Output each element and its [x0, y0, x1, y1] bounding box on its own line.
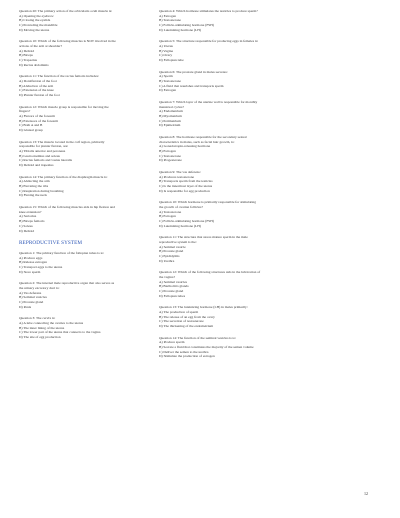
question-line: C) Is the innermost layer of the uterus — [159, 184, 213, 189]
question-line: A) Seminal vesicle — [159, 244, 186, 249]
question-line: C) Trapezius — [19, 58, 37, 63]
question-block — [19, 39, 149, 67]
question-line: D) Gluteal group — [19, 128, 43, 133]
question-line: A) Testosterone — [159, 209, 182, 214]
question-block — [159, 70, 285, 94]
question-line: C) Extension of the knee — [19, 88, 54, 93]
question-line: D) Deltoid and trapezius — [19, 163, 54, 168]
question-block — [19, 205, 149, 233]
question-line: D) Plantar flexion of the foot — [19, 93, 60, 98]
question-line: the urinary excretory duct is: — [19, 286, 60, 291]
question-line: B) Transports sperm from the testicles — [159, 179, 213, 184]
question-block — [19, 74, 149, 98]
question-line: D) The site of egg production — [19, 335, 61, 340]
question-line: A) A tube connecting the ovaries to the uterus — [19, 321, 84, 326]
question-line: actions of the arm at shoulder? — [19, 44, 63, 49]
question-line: C) The secretion of testosterone — [159, 319, 204, 324]
question-line: C) Testosterone — [159, 153, 181, 158]
question-line: characteristics in males, such as facial hair growth, is: — [159, 139, 235, 144]
question-text: Question 3: The cervix is: — [19, 316, 56, 321]
question-line: D) Store sperm — [19, 269, 41, 274]
question-line: B) Biceps femoris — [19, 219, 45, 224]
question-block — [159, 170, 285, 194]
question-line: C) Transport eggs to the uterus — [19, 265, 63, 270]
question-line: D) Luteinizing hormone (LH) — [159, 27, 201, 32]
question-line: C) Ovary — [159, 53, 173, 58]
question-text: Question 14: The function of the seminal vesicles is to: — [159, 335, 237, 340]
question-line: D) Rectus abdominis — [19, 62, 49, 67]
question-text: Question 7: Which layer of the uterine wall is responsible for monthly — [159, 99, 258, 104]
question-line: the growth of ovarian follicles? — [159, 204, 203, 209]
question-line: D) The thickening of the endometrium — [159, 324, 214, 329]
question-line: A) Seminal vesicles — [159, 279, 187, 284]
question-block — [19, 251, 149, 275]
question-line: B) Estrogen — [159, 214, 176, 219]
question-line: C) Follicle-stimulating hormone (FSH) — [159, 219, 214, 224]
question-line: menstrual cycles? — [159, 104, 184, 109]
question-line: B) Myometrium — [159, 114, 182, 119]
question-block — [19, 316, 149, 340]
question-line: B) Testosterone — [159, 18, 181, 23]
question-block — [159, 235, 285, 263]
question-line: B) Gastrocnemius and soleus — [19, 153, 60, 158]
question-line: A) Produces testosterone — [159, 174, 194, 179]
question-line: B) Testosterone — [159, 79, 181, 84]
question-line: A) Produce sperm — [159, 340, 185, 345]
question-line: D) Flexing the neck — [19, 193, 47, 198]
question-block — [19, 9, 149, 33]
question-line: A) Produce eggs — [19, 255, 43, 260]
right-column — [159, 9, 285, 366]
question-text: Question 5: The structure responsible for producing eggs in females is: — [159, 39, 259, 44]
question-line: C) Follicle-stimulating hormone (FSH) — [159, 23, 214, 28]
question-line: D) Estrogen — [159, 88, 177, 93]
question-line: D) Penis — [19, 304, 32, 309]
question-text: Question 13: The luteinizing hormone (LH) in males primarily: — [159, 305, 248, 310]
question-text: Question 15: Which of the following muscles aids in hip flexion and — [19, 204, 115, 209]
question-line: C) Perimetrium — [159, 118, 181, 123]
question-line: B) The inner lining of the uterus — [19, 325, 65, 330]
question-text: Question 10: Which hormone is primarily responsible for stimulating — [159, 200, 256, 205]
question-line: A) Abducting the arm — [19, 179, 50, 184]
question-text: Question 10: Which of the following muscles is NOT involved in the — [19, 39, 116, 44]
question-line: C) Rectus femoris and vastus lateralis — [19, 158, 72, 163]
question-line: C) Soleus — [19, 223, 33, 228]
question-text: Question 8: The hormone responsible for the secondary sexual — [159, 134, 247, 139]
question-line: B) Seminal vesicles — [19, 295, 47, 300]
question-line: A) Sartorius — [19, 214, 37, 219]
question-text: Question 6: The prostate gland in males secretes: — [159, 69, 228, 74]
question-text: Question 12: Which muscle group is responsible for moving the — [19, 104, 109, 109]
question-line: D) Fallopian tubes — [159, 293, 186, 298]
question-line: B) Elevating the ribs — [19, 184, 49, 189]
question-line: B) Closing the eyelids — [19, 18, 51, 23]
question-line: D) Fallopian tube — [159, 58, 184, 63]
question-line: B) Extensors of the forearm — [19, 118, 59, 123]
question-line: A) Sperm — [159, 74, 173, 79]
question-text: Question 13: The muscle located in the calf region, primarily — [19, 139, 105, 144]
question-line: D) Epimetrium — [159, 123, 181, 128]
question-block — [19, 175, 149, 199]
question-line: A) Estrogen — [159, 13, 177, 18]
muscular-questions-list — [19, 9, 149, 233]
question-line: C) Protruding the mandible — [19, 23, 58, 28]
question-line: the vagina? — [159, 275, 176, 280]
question-line: A) Dorsiflexion of the foot — [19, 79, 57, 84]
question-line: D) Is responsible for egg production — [159, 188, 210, 193]
question-line: responsible for plantar flexion, are: — [19, 144, 69, 149]
question-line: D) Deltoid — [19, 228, 35, 233]
question-block — [19, 140, 149, 168]
question-text: Question 9: The vas deferens: — [159, 169, 201, 174]
question-block — [159, 270, 285, 298]
question-line: reproductive system is the: — [159, 240, 197, 244]
question-line: A) The production of sperm — [159, 310, 199, 315]
question-line: B) Bartholin's glands — [159, 284, 189, 289]
question-text: Question 20: The primary action of the orbicularis oculi muscle is: — [19, 9, 113, 13]
question-line: B) Release estrogen — [19, 260, 47, 265]
question-block — [19, 105, 149, 133]
question-line: B) The release of an egg from the ovary — [159, 314, 215, 319]
question-line: C) Epididymis — [159, 254, 180, 259]
question-text: Question 12: Which of the following structures aids in the lubrication of — [159, 270, 261, 275]
section-heading: REPRODUCTIVE SYSTEM — [19, 240, 83, 246]
question-line: B) Estrogen — [159, 149, 176, 154]
question-line: B) Prostate gland — [159, 249, 184, 254]
question-line: C) Prostate gland — [159, 289, 184, 294]
question-line: B) Biceps — [19, 53, 33, 58]
question-line: B) Vagina — [159, 48, 174, 53]
question-line: C) The lower part of the uterus that connects to the vagina — [19, 330, 101, 335]
question-line: A) Uterus — [159, 44, 173, 49]
question-line: B) Secrete a fluid that constitutes the majority of the semen volume — [159, 345, 254, 350]
question-block — [159, 100, 285, 128]
question-line: D) Moving the uterus — [19, 27, 50, 32]
left-column — [19, 9, 149, 347]
question-line: C) Deliver the semen to the urethra — [159, 349, 209, 354]
reproductive-questions-list-right — [159, 9, 285, 359]
question-line: knee extension? — [19, 209, 42, 214]
question-block — [159, 305, 285, 329]
question-line: A) Deltoid — [19, 48, 35, 53]
question-line: C) Prostate gland — [19, 300, 44, 305]
question-text: Question 1: The primary function of the fallopian tubes is to: — [19, 251, 105, 255]
question-line: D) Urethra — [159, 258, 175, 263]
page-number: 12 — [364, 491, 368, 496]
question-line: A) Flexors of the forearm — [19, 114, 55, 119]
question-block — [159, 135, 285, 163]
question-text: Question 14: The primary function of the diaphragm muscle is: — [19, 174, 108, 179]
question-block — [159, 39, 285, 63]
question-line: C) Both A and B — [19, 123, 43, 128]
question-line: D) Progesterone — [159, 158, 182, 163]
question-line: C) Respiration during breathing — [19, 188, 64, 193]
reproductive-questions-list-left — [19, 251, 149, 340]
question-line: A) Tibialis anterior and peroneus — [19, 149, 66, 154]
question-line: B) Abduction of the arm — [19, 83, 54, 88]
question-text: Question 4: Which hormone stimulates the testicles to produce sperm? — [159, 9, 258, 13]
question-line: D) Luteinizing hormone (LH) — [159, 223, 201, 228]
question-text: Question 11: The structure that stores mature sperm in the male — [159, 235, 248, 240]
question-text: Question 11: The function of the rectus femoris includes: — [19, 74, 99, 79]
question-line: fingers? — [19, 109, 31, 114]
question-line: C) A fluid that nourishes and transports sperm — [159, 83, 224, 88]
question-block — [159, 336, 285, 360]
question-block — [159, 200, 285, 228]
question-block — [159, 9, 285, 33]
question-text: Question 2: The internal male reproductive organ that also serves as — [19, 281, 115, 286]
question-line: D) Stimulate the production of estrogen — [159, 354, 215, 359]
question-line: A) Endometrium — [159, 109, 183, 114]
question-line: A) Opening the eyebrow — [19, 13, 54, 18]
question-line: A) Gonadotropin-releasing hormone — [159, 144, 211, 149]
question-block — [19, 281, 149, 309]
question-line: A) Vas deferens — [19, 290, 42, 295]
